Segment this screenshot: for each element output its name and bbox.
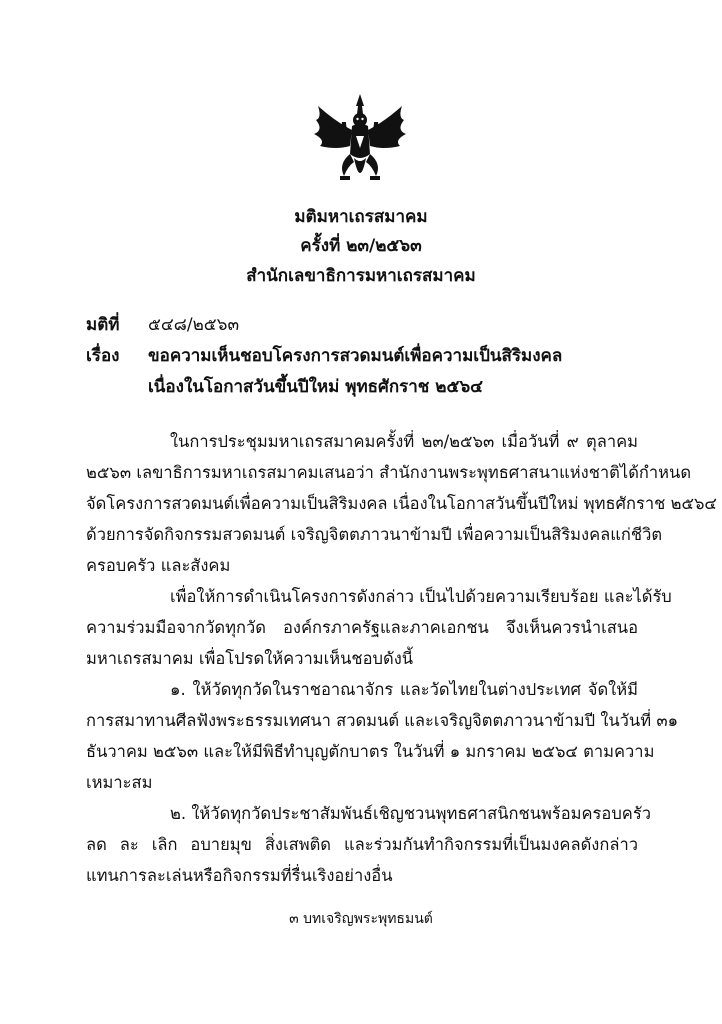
- resolution-label: มติที่: [86, 315, 120, 335]
- document-title: มติมหาเถรสมาคม: [294, 207, 428, 227]
- paragraph-line: ธันวาคม ๒๕๖๓ และให้มีพิธีทำบุญตักบาตร ในวันที่ ๑ มกราคม ๒๕๖๔ ตามความ: [86, 742, 655, 761]
- subject-label: เรื่อง: [86, 346, 120, 366]
- paragraph-line: ๒๕๖๓ เลขาธิการมหาเถรสมาคมเสนอว่า สำนักงานพระพุทธศาสนาแห่งชาติได้กำหนด: [86, 463, 692, 482]
- paragraph-3: [86, 674, 679, 798]
- paragraph-line: ๑. ให้วัดทุกวัดในราชอาณาจักร และวัดไทยในต่างประเทศ จัดให้มี: [170, 680, 638, 699]
- paragraph-2: [86, 581, 672, 674]
- resolution-number: ๕๔๘/๒๕๖๓: [148, 315, 240, 335]
- session-number: ครั้งที่ ๒๓/๒๕๖๓: [300, 236, 422, 256]
- issuing-office: สำนักเลขาธิการมหาเถรสมาคม: [246, 266, 476, 286]
- page-footer: ๓ บทเจริญพระพุทธมนต์: [289, 911, 433, 927]
- paragraph-line: ลด ละ เลิก อบายมุข สิ่งเสพติด และร่วมกันทำกิจกรรมที่เป็นมงคลดังกล่าว: [86, 835, 638, 854]
- paragraph-line: ความร่วมมือจากวัดทุกวัด องค์กรภาครัฐและภาคเอกชน จึงเห็นควรนำเสนอ: [86, 618, 638, 637]
- paragraph-line: แทนการละเล่นหรือกิจกรรมที่รื่นเริงอย่างอื่น: [86, 866, 393, 885]
- paragraph-line: เหมาะสม: [86, 773, 153, 792]
- paragraph-line: ในการประชุมมหาเถรสมาคมครั้งที่ ๒๓/๒๕๖๓ เมื่อวันที่ ๙ ตุลาคม: [170, 432, 638, 451]
- paragraph-line: ด้วยการจัดกิจกรรมสวดมนต์ เจริญจิตตภาวนาข้ามปี เพื่อความเป็นสิริมงคลแก่ชีวิต: [86, 525, 663, 544]
- paragraph-1: [86, 426, 717, 581]
- paragraph-line: เพื่อให้การดำเนินโครงการดังกล่าว เป็นไปด้วยความเรียบร้อย และได้รับ: [170, 587, 672, 606]
- paragraph-4: [86, 798, 651, 891]
- subject-line-1: ขอความเห็นชอบโครงการสวดมนต์เพื่อความเป็นสิริมงคล: [148, 346, 563, 366]
- paragraph-line: การสมาทานศีลฟังพระธรรมเทศนา สวดมนต์ และเจริญจิตตภาวนาข้ามปี ในวันที่ ๓๑: [86, 711, 679, 730]
- paragraph-line: มหาเถรสมาคม เพื่อโปรดให้ความเห็นชอบดังนี้: [86, 649, 414, 668]
- garuda-emblem-icon: [308, 92, 412, 192]
- subject-line-2: เนื่องในโอกาสวันขึ้นปีใหม่ พุทธศักราช ๒๕๖๔: [148, 377, 483, 397]
- paragraph-line: จัดโครงการสวดมนต์เพื่อความเป็นสิริมงคล เนื่องในโอกาสวันขึ้นปีใหม่ พุทธศักราช ๒๕๖๔: [86, 494, 717, 513]
- paragraph-line: ครอบครัว และสังคม: [86, 556, 231, 575]
- paragraph-line: ๒. ให้วัดทุกวัดประชาสัมพันธ์เชิญชวนพุทธศาสนิกชนพร้อมครอบครัว: [170, 804, 651, 823]
